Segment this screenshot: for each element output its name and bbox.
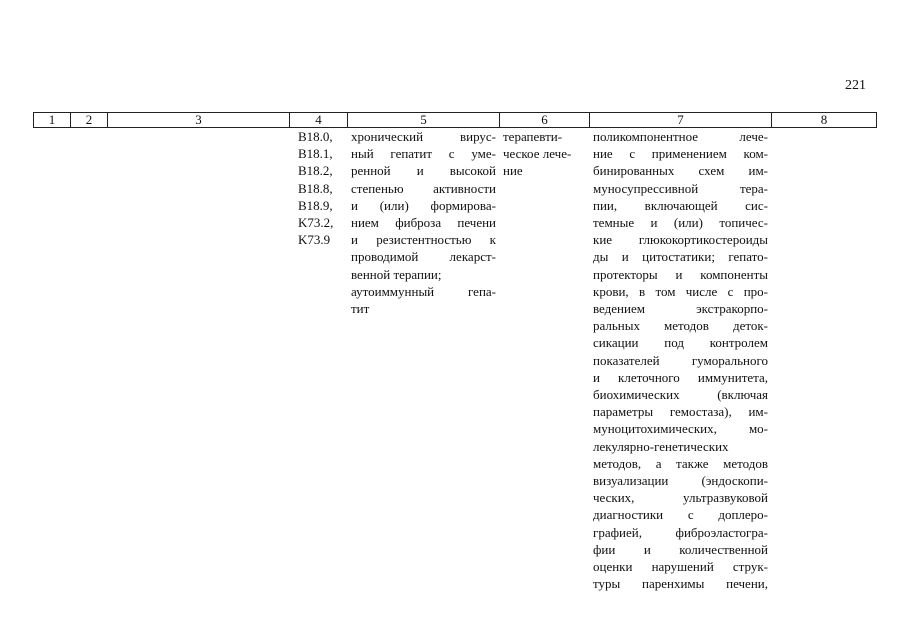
column-number-5: 5 [348, 113, 500, 128]
method-line: муносупрессивной тера- [593, 180, 768, 196]
cell-col1 [34, 128, 71, 593]
description-line: тит [351, 301, 370, 317]
method-line: ческих, ультразвуковой [593, 490, 768, 506]
diagnosis-code: B18.8, [298, 180, 333, 196]
column-number-1: 1 [34, 113, 71, 128]
diagnosis-code: B18.1, [298, 146, 333, 162]
column-number-7: 7 [590, 113, 772, 128]
method-line: визуализации (эндоскопи- [593, 473, 768, 489]
cell-disease-description [348, 128, 500, 593]
description-line: хронический вирус- [351, 129, 496, 144]
method-line: показателей гуморального [593, 352, 768, 368]
treatment-type-line: ческое лече- [503, 146, 572, 162]
column-number-3: 3 [108, 113, 290, 128]
cell-diagnosis-codes [290, 128, 348, 593]
method-line: протекторы и компоненты [593, 266, 768, 282]
description-line: и резистентностью к [351, 232, 496, 248]
method-line: параметры гемостаза), им- [593, 404, 768, 420]
method-line: оценки нарушений струк- [593, 559, 768, 575]
description-line: ный гепатит с уме- [351, 146, 496, 162]
description-line: аутоиммунный гепа- [351, 283, 496, 299]
cell-col8 [772, 128, 877, 593]
diagnosis-code: B18.9, [298, 197, 333, 213]
description-line: нием фиброза печени [351, 215, 496, 231]
column-number-2: 2 [71, 113, 108, 128]
diagnosis-code: B18.2, [298, 163, 333, 179]
page-number: 221 [845, 78, 866, 93]
method-line: фии и количественной [593, 541, 768, 557]
method-line: ние с применением ком- [593, 146, 768, 162]
description-line: венной терапии; [351, 266, 442, 282]
diagnosis-code: K73.9 [298, 232, 331, 248]
diagnosis-code: B18.0, [298, 129, 333, 144]
description-line: проводимой лекарст- [351, 249, 496, 265]
treatment-type-line: ние [503, 163, 523, 179]
treatment-type-line: терапевти- [503, 129, 563, 144]
method-line: темные и (или) топичес- [593, 215, 768, 231]
method-line: графией, фиброэластогра- [593, 524, 768, 540]
method-line: методов, а также методов [593, 455, 768, 471]
method-line: туры паренхимы печени, [593, 576, 768, 592]
method-line: биохимических (включая [593, 387, 768, 403]
diagnosis-code: K73.2, [298, 215, 334, 231]
column-number-header-row [34, 113, 877, 128]
method-line: ведением экстракорпо- [593, 301, 768, 317]
cell-treatment-method [590, 128, 772, 593]
table-row [34, 128, 877, 593]
method-line: бинированных схем им- [593, 163, 768, 179]
method-line: поликомпонентное лече- [593, 129, 768, 144]
column-number-6: 6 [500, 113, 590, 128]
method-line: диагностики с доплеро- [593, 507, 768, 523]
method-line: ральных методов деток- [593, 318, 768, 334]
cell-treatment-type [500, 128, 590, 593]
method-line: пии, включающей сис- [593, 197, 768, 213]
method-line: муноцитохимических, мо- [593, 421, 768, 437]
document-table [33, 112, 877, 592]
method-line: сикации под контролем [593, 335, 768, 351]
description-line: и (или) формирова- [351, 197, 496, 213]
method-line: лекулярно-генетических [593, 438, 729, 454]
method-line: ды и цитостатики; гепато- [593, 249, 768, 265]
cell-col2 [71, 128, 108, 593]
description-line: ренной и высокой [351, 163, 496, 179]
method-line: крови, в том числе с про- [593, 283, 768, 299]
column-number-4: 4 [290, 113, 348, 128]
column-number-8: 8 [772, 113, 877, 128]
method-line: и клеточного иммунитета, [593, 369, 768, 385]
cell-col3 [108, 128, 290, 593]
method-line: кие глюкокортикостероиды [593, 232, 768, 248]
description-line: степенью активности [351, 180, 496, 196]
